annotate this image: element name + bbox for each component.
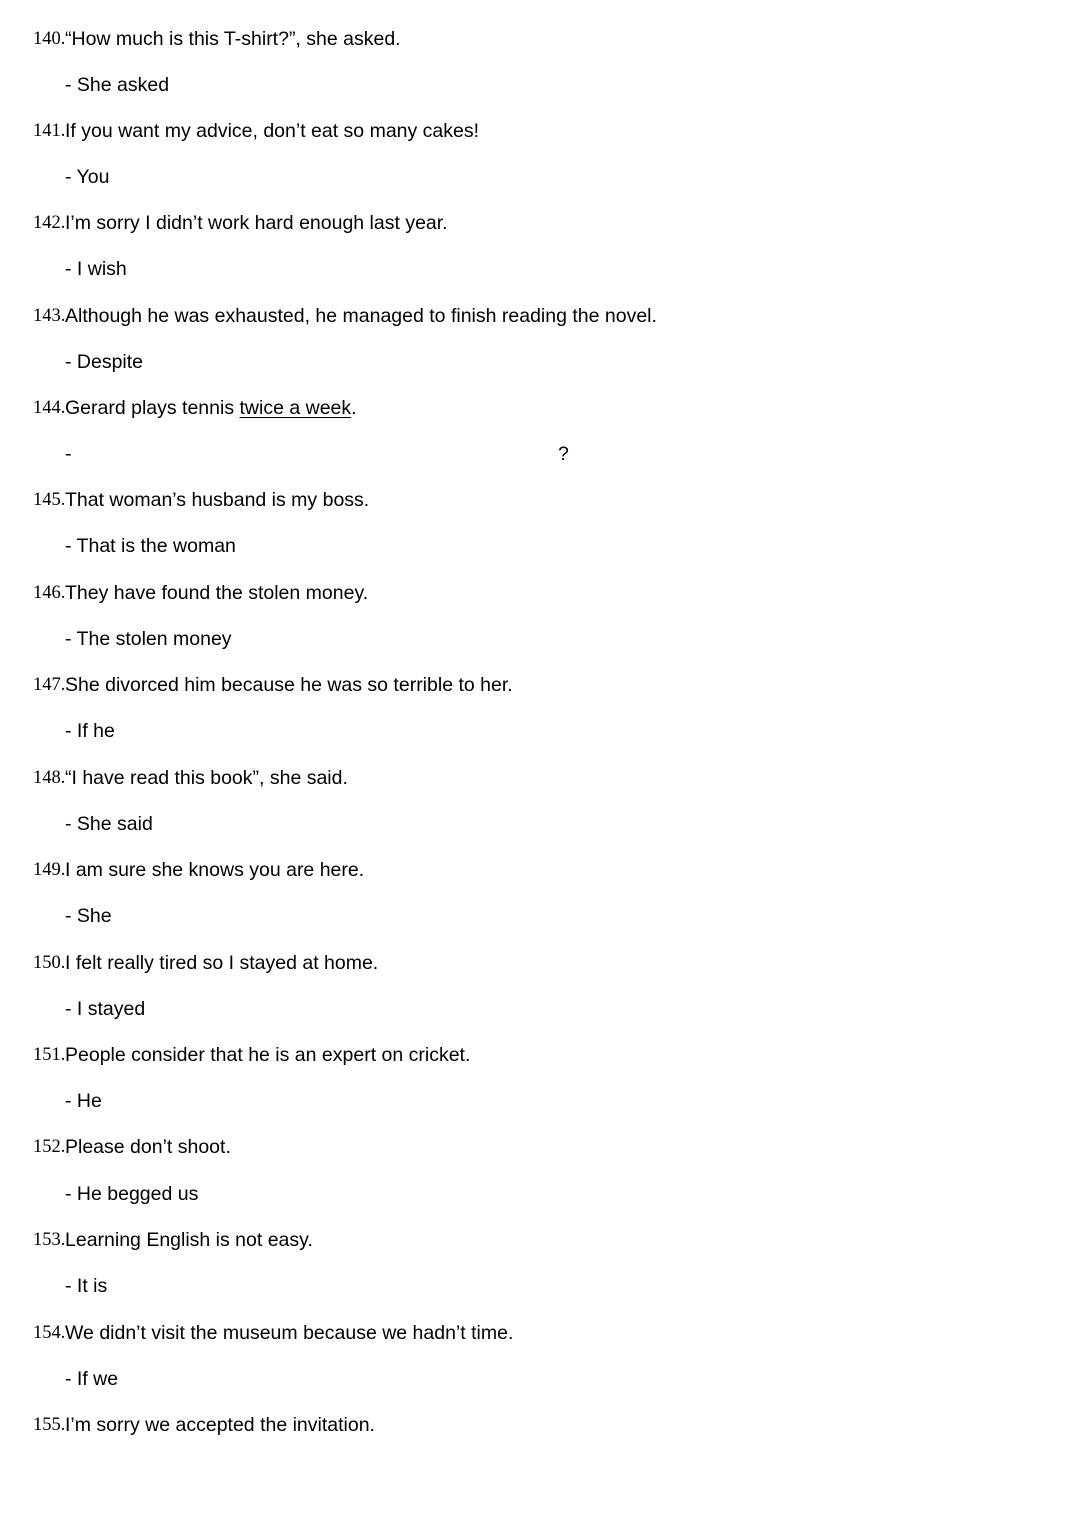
exercise-sentence: I am sure she knows you are here.	[65, 859, 365, 881]
exercise-number: 150.	[33, 953, 66, 973]
rewrite-prompt: - I wish	[65, 258, 127, 280]
exercise-sentence	[65, 393, 357, 423]
exercise-sentence: That woman’s husband is my boss.	[65, 489, 370, 511]
exercise-number: 152.	[33, 1137, 66, 1157]
exercise-number: 154.	[33, 1323, 66, 1343]
sentence-start: Gerard plays tennis	[65, 397, 240, 419]
exercise-sentence: Although he was exhausted, he managed to finish reading the novel.	[65, 305, 657, 327]
exercise-sentence: “How much is this T-shirt?”, she asked.	[65, 28, 401, 50]
rewrite-prompt: -	[65, 443, 72, 465]
rewrite-prompt: - It is	[65, 1275, 108, 1297]
exercise-number: 144.	[33, 398, 66, 418]
exercise-number: 153.	[33, 1230, 66, 1250]
rewrite-prompt: - I stayed	[65, 998, 146, 1020]
rewrite-prompt: - He begged us	[65, 1183, 199, 1205]
exercise-sentence: They have found the stolen money.	[65, 582, 369, 604]
rewrite-prompt: - He	[65, 1090, 102, 1112]
exercise-number: 149.	[33, 860, 66, 880]
exercise-number: 146.	[33, 583, 66, 603]
exercise-number: 148.	[33, 768, 66, 788]
exercise-sentence: Learning English is not easy.	[65, 1229, 313, 1251]
exercise-number: 145.	[33, 490, 66, 510]
exercise-sentence: Please don’t shoot.	[65, 1136, 231, 1158]
underlined-phrase: twice a week	[239, 397, 352, 419]
rewrite-prompt: - If we	[65, 1368, 119, 1390]
rewrite-prompt: - She asked	[65, 74, 170, 96]
rewrite-prompt: - That is the woman	[65, 535, 236, 557]
rewrite-prompt: - The stolen money	[65, 628, 232, 650]
exercise-sentence: We didn’t visit the museum because we hadn’t time.	[65, 1322, 514, 1344]
exercise-number: 142.	[33, 213, 66, 233]
rewrite-prompt: - She	[65, 905, 112, 927]
exercise-number: 143.	[33, 306, 66, 326]
exercise-sentence: I felt really tired so I stayed at home.	[65, 952, 379, 974]
exercise-sentence: People consider that he is an expert on cricket.	[65, 1044, 471, 1066]
exercise-sentence: I’m sorry we accepted the invitation.	[65, 1414, 375, 1436]
exercise-number: 141.	[33, 121, 66, 141]
exercise-number: 151.	[33, 1045, 66, 1065]
rewrite-prompt: - You	[65, 166, 110, 188]
rewrite-prompt: - Despite	[65, 351, 144, 373]
exercise-number: 147.	[33, 675, 66, 695]
exercise-sentence: “I have read this book”, she said.	[65, 767, 348, 789]
exercise-sentence: She divorced him because he was so terrible to her.	[65, 674, 513, 696]
exercise-sentence: I’m sorry I didn’t work hard enough last year.	[65, 212, 448, 234]
exercise-number: 140.	[33, 29, 66, 49]
exercise-number: 155.	[33, 1415, 66, 1435]
rewrite-prompt: - If he	[65, 720, 115, 742]
question-mark: ?	[558, 443, 569, 465]
rewrite-prompt: - She said	[65, 813, 153, 835]
sentence-end: .	[351, 397, 357, 419]
exercise-sentence: If you want my advice, don’t eat so many cakes!	[65, 120, 480, 142]
